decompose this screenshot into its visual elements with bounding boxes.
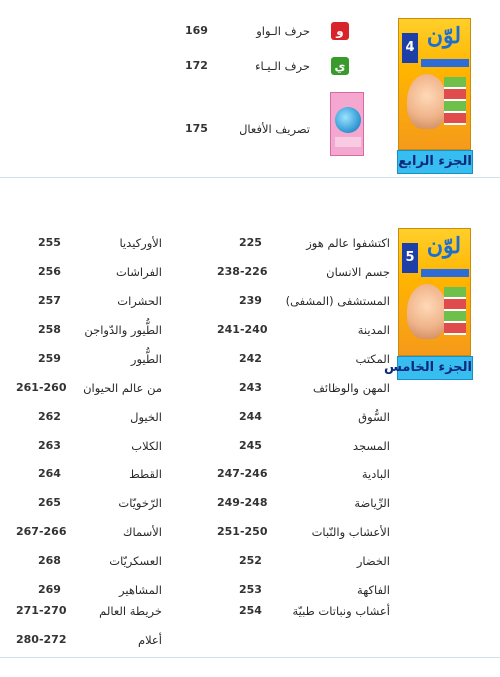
entry-label: القطط bbox=[129, 467, 162, 481]
thumb-strip bbox=[335, 137, 361, 147]
entry-label: السُّوق bbox=[358, 410, 390, 424]
entry-page: 252 bbox=[239, 554, 262, 567]
entry-label: الحشرات bbox=[117, 294, 162, 308]
entry-page: 268 bbox=[38, 554, 61, 567]
letter-waw-icon: و bbox=[331, 22, 349, 40]
book-number: 5 bbox=[402, 243, 418, 273]
entry-page: 265 bbox=[38, 496, 61, 509]
entry-label: خريطة العالم bbox=[99, 604, 162, 618]
entry-page: 255 bbox=[38, 236, 61, 249]
part4-banner: الجزء الرابع bbox=[397, 150, 473, 174]
entry-page: 175 bbox=[185, 122, 208, 135]
entry-label: المكتب bbox=[355, 352, 390, 366]
entry-label: المهن والوظائف bbox=[312, 381, 390, 395]
entry-label: حرف الـواو bbox=[256, 24, 310, 38]
entry-label: الخيول bbox=[130, 410, 162, 424]
entry-label: أعشاب ونباتات طبيّة bbox=[292, 604, 390, 618]
entry-label: المستشفى (المشفى) bbox=[285, 294, 390, 308]
entry-label: البادية bbox=[361, 467, 390, 481]
entry-page: 241-240 bbox=[217, 323, 268, 336]
entry-label: الأسماك bbox=[122, 525, 162, 539]
entry-label: الفراشات bbox=[115, 265, 162, 279]
section-divider bbox=[0, 177, 500, 178]
entry-page: 169 bbox=[185, 24, 208, 37]
entry-page: 261-260 bbox=[16, 381, 67, 394]
entry-label: تصريف الأفعال bbox=[239, 122, 310, 136]
entry-label: الكلاب bbox=[131, 439, 162, 453]
entry-label: جسم الانسان bbox=[326, 265, 390, 279]
entry-page: 172 bbox=[185, 59, 208, 72]
entry-page: 280-272 bbox=[16, 633, 67, 646]
entry-page: 253 bbox=[239, 583, 262, 596]
entry-label: المسجد bbox=[352, 439, 390, 453]
entry-label: المشاهير bbox=[119, 583, 162, 597]
entry-page: 251-250 bbox=[217, 525, 268, 538]
entry-page: 271-270 bbox=[16, 604, 67, 617]
entry-page: 239 bbox=[239, 294, 262, 307]
entry-page: 249-248 bbox=[217, 496, 268, 509]
verbs-thumbnail bbox=[330, 92, 364, 156]
book-brand-logo: لوّن bbox=[426, 23, 462, 49]
entry-page: 256 bbox=[38, 265, 61, 278]
entry-page: 242 bbox=[239, 352, 262, 365]
entry-label: المدينة bbox=[357, 323, 390, 337]
entry-page: 258 bbox=[38, 323, 61, 336]
entry-page: 267-266 bbox=[16, 525, 67, 538]
book-number: 4 bbox=[402, 33, 418, 63]
entry-label: العسكريّات bbox=[109, 554, 162, 568]
entry-page: 254 bbox=[239, 604, 262, 617]
globe-icon bbox=[335, 107, 361, 133]
entry-label: الأعشاب والنّبات bbox=[311, 525, 390, 539]
entry-page: 243 bbox=[239, 381, 262, 394]
entry-label: أعلام bbox=[137, 633, 162, 647]
book-subtitle-strip bbox=[421, 269, 469, 277]
child-face-image bbox=[407, 74, 447, 129]
entry-label: من عالم الحيوان bbox=[83, 381, 162, 395]
entry-label: الطُّيور bbox=[130, 352, 162, 366]
entry-page: 259 bbox=[38, 352, 61, 365]
entry-label: الفاكهة bbox=[357, 583, 390, 597]
entry-label: الطُّيور والدّواجن bbox=[84, 323, 162, 337]
book-pictures-strip bbox=[444, 287, 466, 335]
entry-page: 247-246 bbox=[217, 467, 268, 480]
entry-label: اكتشفوا عالم هوز bbox=[306, 236, 390, 250]
entry-label: الأوركيديا bbox=[119, 236, 162, 250]
part5-book-cover bbox=[398, 228, 471, 356]
entry-page: 269 bbox=[38, 583, 61, 596]
entry-page: 238-226 bbox=[217, 265, 268, 278]
child-face-image bbox=[407, 284, 447, 339]
entry-label: الخضار bbox=[356, 554, 390, 568]
letter-yaa-icon: ي bbox=[331, 57, 349, 75]
entry-page: 245 bbox=[239, 439, 262, 452]
book-pictures-strip bbox=[444, 77, 466, 125]
entry-page: 264 bbox=[38, 467, 61, 480]
book-subtitle-strip bbox=[421, 59, 469, 67]
page-bottom-divider bbox=[0, 657, 500, 658]
part4-book-cover bbox=[398, 18, 471, 150]
entry-page: 244 bbox=[239, 410, 262, 423]
part5-banner: الجزء الخامس bbox=[397, 356, 473, 380]
book-brand-logo: لوّن bbox=[426, 233, 462, 259]
entry-page: 225 bbox=[239, 236, 262, 249]
entry-label: الرّخويّات bbox=[118, 496, 162, 510]
entry-label: الرِّياضة bbox=[354, 496, 390, 510]
entry-page: 262 bbox=[38, 410, 61, 423]
entry-label: حرف الـيـاء bbox=[255, 59, 310, 73]
entry-page: 257 bbox=[38, 294, 61, 307]
entry-page: 263 bbox=[38, 439, 61, 452]
